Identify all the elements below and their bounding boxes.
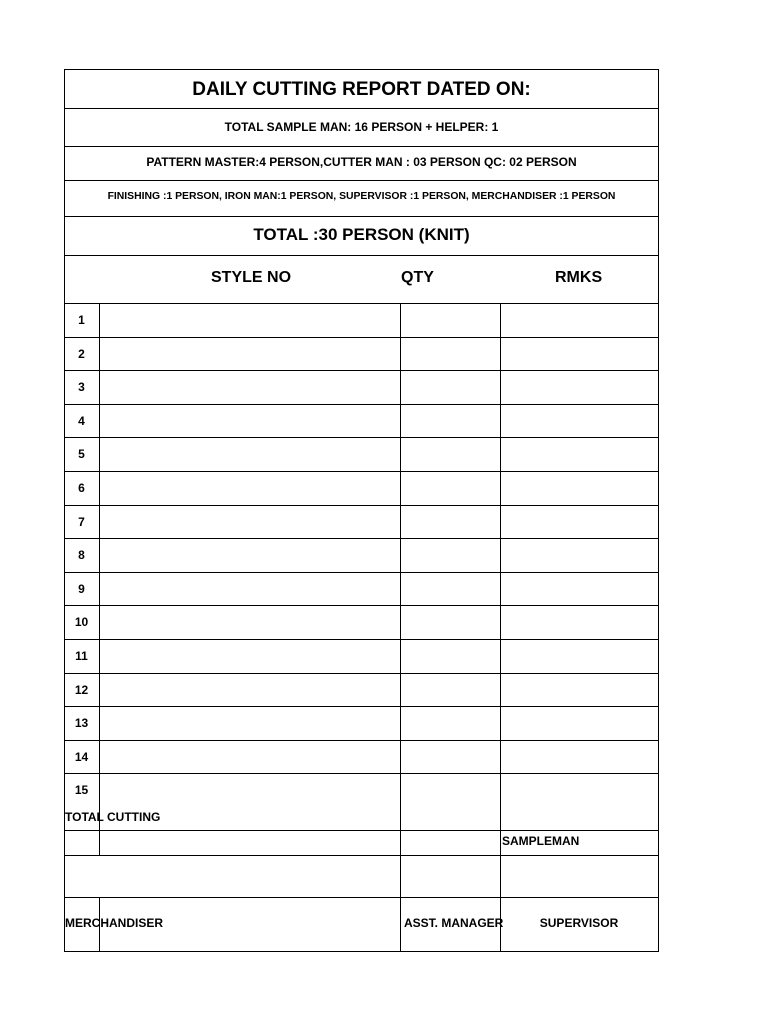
- row-divider: [64, 404, 659, 405]
- row-number: 4: [78, 414, 85, 428]
- staff-line-pattern: PATTERN MASTER:4 PERSON,CUTTER MAN : 03 PERSON QC: 02 PERSON: [146, 155, 577, 169]
- row-divider: [64, 639, 659, 640]
- total-cutting-label: TOTAL CUTTING: [65, 810, 161, 824]
- header-qty: QTY: [401, 269, 434, 286]
- row-number: 10: [74, 615, 89, 629]
- row-number: 3: [78, 380, 85, 394]
- row-divider: [64, 706, 659, 707]
- staff-line-finishing: FINISHING :1 PERSON, IRON MAN:1 PERSON, SUPERVISOR :1 PERSON, MERCHANDISER :1 PERSON: [107, 191, 616, 202]
- row-divider: [64, 773, 659, 774]
- row-number: 8: [78, 548, 85, 562]
- row-divider: [64, 437, 659, 438]
- border-top: [64, 69, 659, 70]
- row-divider: [64, 572, 659, 573]
- report-title: DAILY CUTTING REPORT DATED ON:: [192, 79, 531, 100]
- asst-manager-label: ASST. MANAGER: [404, 916, 504, 930]
- row-number: 9: [78, 582, 85, 596]
- row-number: 14: [74, 750, 89, 764]
- row-divider: [64, 740, 659, 741]
- row-divider: [64, 505, 659, 506]
- header-style-no: STYLE NO: [211, 269, 292, 286]
- staff-line-sample: TOTAL SAMPLE MAN: 16 PERSON + HELPER: 1: [224, 120, 499, 134]
- col-line-qty: [400, 303, 401, 951]
- row-number: 12: [74, 683, 89, 697]
- row-divider: [64, 673, 659, 674]
- total-persons: TOTAL :30 PERSON (KNIT): [253, 225, 470, 244]
- row-divider: [64, 337, 659, 338]
- sampleman-label: SAMPLEMAN: [502, 834, 580, 848]
- row-divider: [64, 605, 659, 606]
- header-rmks: RMKS: [555, 269, 603, 286]
- row-number: 11: [75, 649, 88, 663]
- row-number: 6: [78, 481, 85, 495]
- col-line-rmks: [500, 303, 501, 951]
- row-number: 13: [74, 716, 89, 730]
- row-divider: [64, 471, 659, 472]
- row-divider: [64, 538, 659, 539]
- row-number: 7: [78, 515, 85, 529]
- col-line-number: [99, 303, 100, 830]
- row-number: 15: [74, 783, 89, 797]
- row-number: 5: [78, 447, 85, 461]
- row-divider: [64, 370, 659, 371]
- cutting-report-table: [64, 69, 658, 951]
- row-number: 2: [78, 347, 85, 361]
- merchandiser-label: MERCHANDISER: [65, 916, 164, 930]
- border-bottom: [64, 951, 659, 952]
- row-number: 1: [78, 313, 85, 327]
- supervisor-label: SUPERVISOR: [539, 916, 619, 930]
